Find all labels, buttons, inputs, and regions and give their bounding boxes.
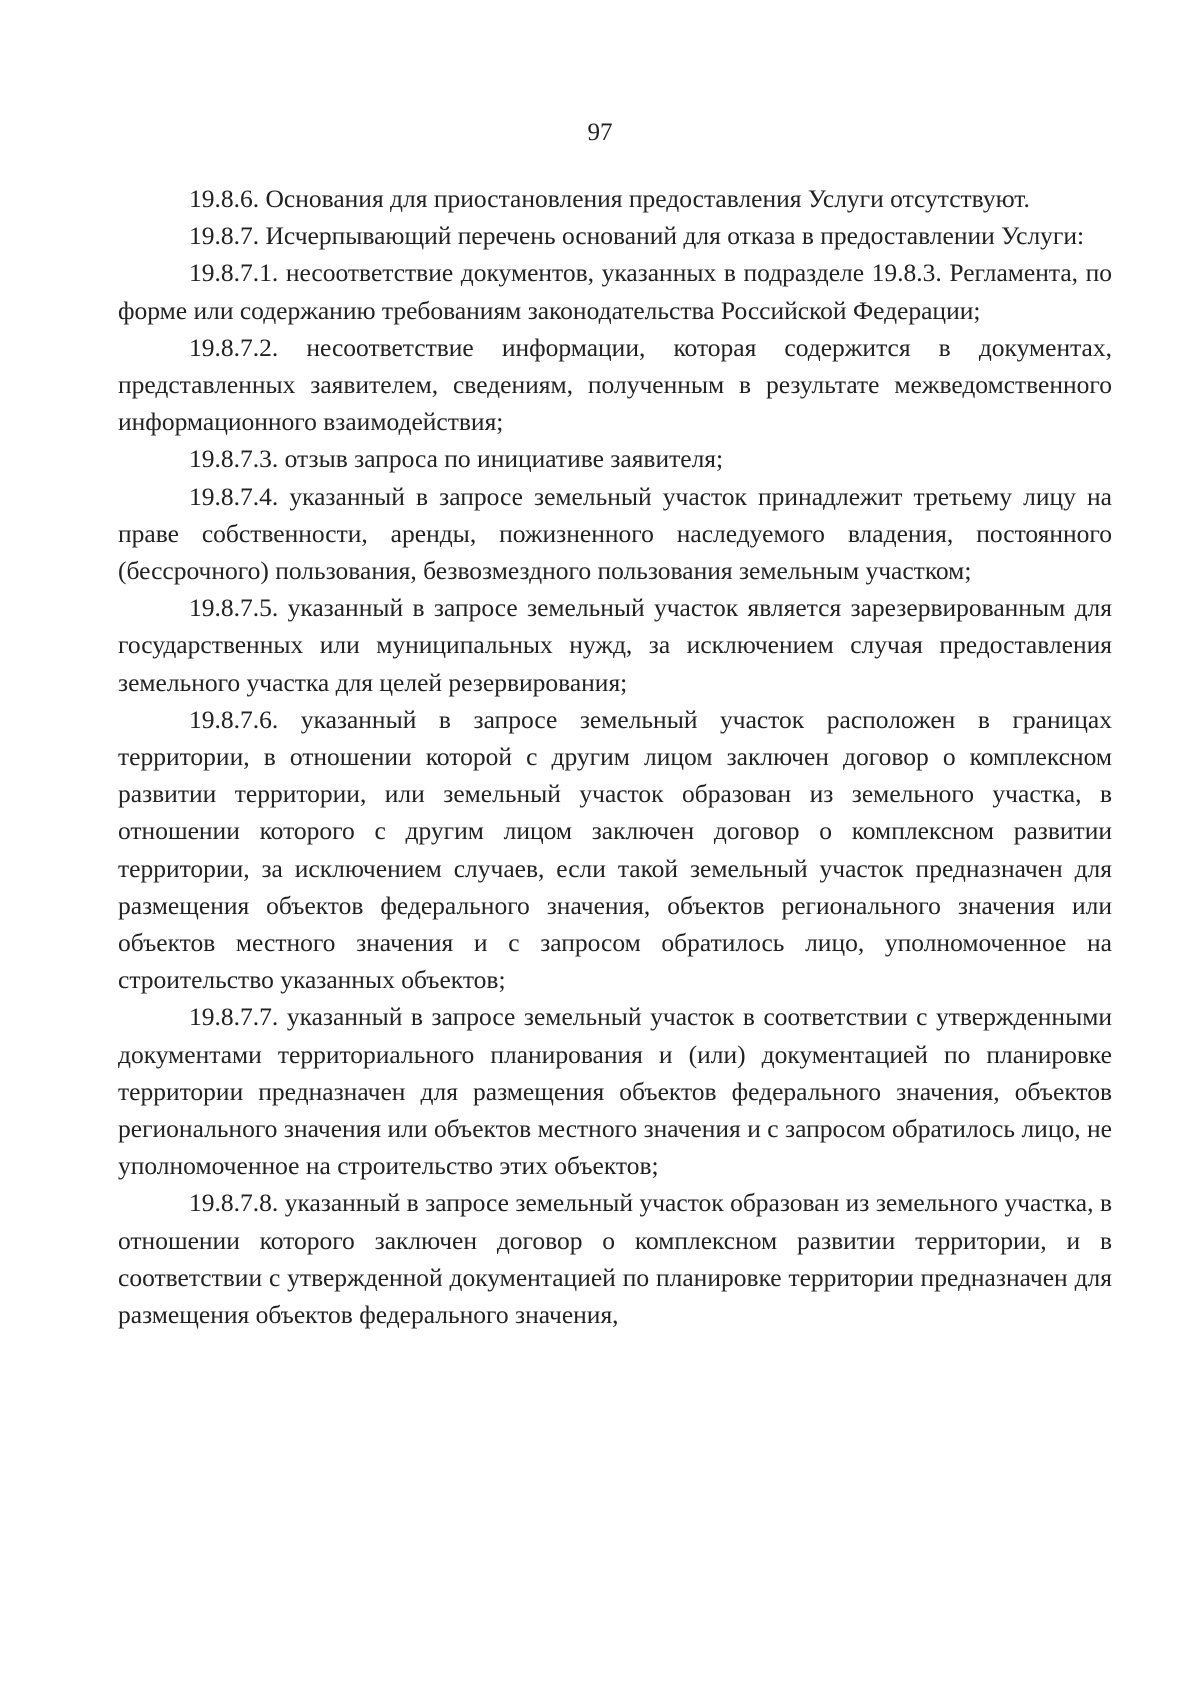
paragraph-19-8-7-1: 19.8.7.1. несоответствие документов, указанных в подразделе 19.8.3. Регламента, по форме или содержанию требованиям законодательства Российской Федерации; bbox=[118, 258, 1112, 325]
paragraph-19-8-7-6: 19.8.7.6. указанный в запросе земельный участок расположен в границах территории, в отношении которой с другим лицом заключен договор о комплексном развитии территории, или земельный участок образован из земельного участка, в отношении которого с другим лицом заключен договор о комплексном развитии территории, за исключением случаев, если такой земельный участок предназначен для размещения объектов федерального значения, объектов регионального значения или объектов местного значения и с запросом обратилось лицо, уполномоченное на строительство указанных объектов; bbox=[118, 704, 1112, 995]
paragraph-19-8-7-7: 19.8.7.7. указанный в запросе земельный участок в соответствии с утвержденными документами территориального планирования и (или) документацией по планировке территории предназначен для размещения объектов федерального значения, объектов регионального значения или объектов местного значения и с запросом обратилось лицо, не уполномоченное на строительство этих объектов; bbox=[118, 1002, 1112, 1181]
paragraph-19-8-7-3: 19.8.7.3. отзыв запроса по инициативе заявителя; bbox=[189, 444, 724, 474]
paragraph-19-8-7-5: 19.8.7.5. указанный в запросе земельный участок является зарезервированным для государственных или муниципальных нужд, за исключением случая предоставления земельного участка для целей резервирования; bbox=[118, 593, 1112, 697]
page-number: 97 bbox=[587, 119, 613, 146]
paragraph-19-8-7-2: 19.8.7.2. несоответствие информации, которая содержится в документах, представленных заявителем, сведениям, полученным в результате межведомственного информационного взаимодействия; bbox=[118, 332, 1112, 437]
paragraph-19-8-6: 19.8.6. Основания для приостановления предоставления Услуги отсутствуют. bbox=[189, 184, 1030, 213]
paragraph-19-8-7: 19.8.7. Исчерпывающий перечень оснований для отказа в предоставлении Услуги: bbox=[189, 221, 1085, 251]
paragraph-19-8-7-8: 19.8.7.8. указанный в запросе земельный участок образован из земельного участка, в отношении которого заключен договор о комплексном развитии территории, и в соответствии с утвержденной документацией по планировке территории предназначен для размещения объектов федерального значения, bbox=[118, 1188, 1112, 1330]
paragraph-19-8-7-4: 19.8.7.4. указанный в запросе земельный участок принадлежит третьему лицу на праве собственности, аренды, пожизненного наследуемого владения, постоянного (бессрочного) пользования, безвозмездного пользования земельным участком; bbox=[118, 481, 1112, 586]
document-body bbox=[118, 180, 1112, 1333]
